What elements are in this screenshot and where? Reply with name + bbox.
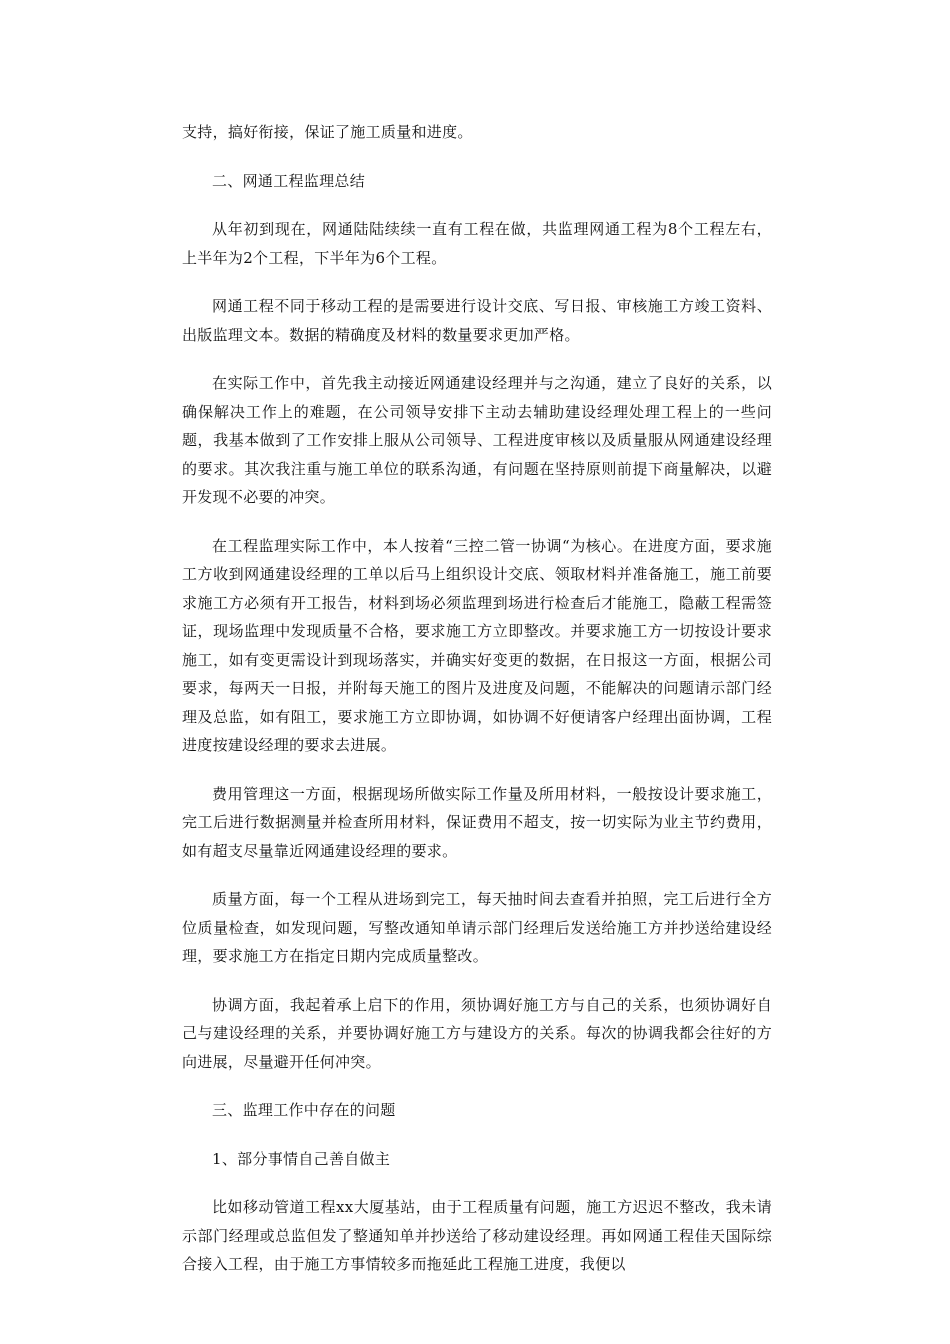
section-heading-2: 二、网通工程监理总结	[212, 171, 366, 190]
paragraph: 从年初到现在，网通陆陆续续一直有工程在做，共监理网通工程为8个工程左右，上半年为2个工程，下半年为6个工程。	[182, 220, 772, 267]
paragraph: 质量方面，每一个工程从进场到完工，每天抽时间去查看并拍照，完工后进行全方位质量检查，如发现问题，写整改通知单请示部门经理后发送给施工方并抄送给建设经理，要求施工方在指定日期内完成质量整改。	[182, 890, 772, 965]
paragraph: 费用管理这一方面，根据现场所做实际工作量及所用材料，一般按设计要求施工，完工后进行数据测量并检查所用材料，保证费用不超支，按一切实际为业主节约费用，如有超支尽量靠近网通建设经理的要求。	[182, 784, 772, 860]
paragraph: 比如移动管道工程xx大厦基站，由于工程质量有问题，施工方迟迟不整改，我未请示部门经理或总监但发了整通知单并抄送给了移动建设经理。再如网通工程佳天国际综合接入工程，由于施工方事情较多而拖延此工程施工进度，我便以	[182, 1198, 772, 1273]
paragraph: 在工程监理实际工作中，本人按着“三控二管一协调“为核心。在进度方面，要求施工方收到网通建设经理的工单以后马上组织设计交底、领取材料并准备施工，施工前要求施工方必须有开工报告，材料到场必须监理到场进行检查后才能施工，隐蔽工程需签证，现场监理中发现质量不合格，要求施工方立即整改。并要求施工方一切按设计要求施工，如有变更需设计到现场落实，并确实好变更的数据，在日报这一方面，根据公司要求，每两天一日报，并附每天施工的图片及进度及问题，不能解决的问题请示部门经理及总监，如有阻工，要求施工方立即协调，如协调不好便请客户经理出面协调，工程进度按建设经理的要求去进展。	[182, 536, 772, 754]
paragraph-continuation: 支持，搞好衔接，保证了施工质量和进度。	[182, 123, 473, 141]
paragraph: 协调方面，我起着承上启下的作用，须协调好施工方与自己的关系，也须协调好自己与建设经理的关系，并要协调好施工方与建设方的关系。每次的协调我都会往好的方向进展，尽量避开任何冲突。	[182, 995, 772, 1071]
subsection-heading-1: 1、部分事情自己善自做主	[212, 1149, 391, 1168]
document-body	[182, 118, 772, 1299]
paragraph: 网通工程不同于移动工程的是需要进行设计交底、写日报、审核施工方竣工资料、出版监理文本。数据的精确度及材料的数量要求更加严格。	[182, 297, 772, 344]
section-heading-3: 三、监理工作中存在的问题	[212, 1101, 396, 1119]
paragraph: 在实际工作中，首先我主动接近网通建设经理并与之沟通，建立了良好的关系，以确保解决工作上的难题，在公司领导安排下主动去辅助建设经理处理工程上的一些问题，我基本做到了工作安排上服从公司领导、工程进度审核以及质量服从网通建设经理的要求。其次我注重与施工单位的联系沟通，有问题在坚持原则前提下商量解决，以避开发现不必要的冲突。	[182, 374, 772, 506]
